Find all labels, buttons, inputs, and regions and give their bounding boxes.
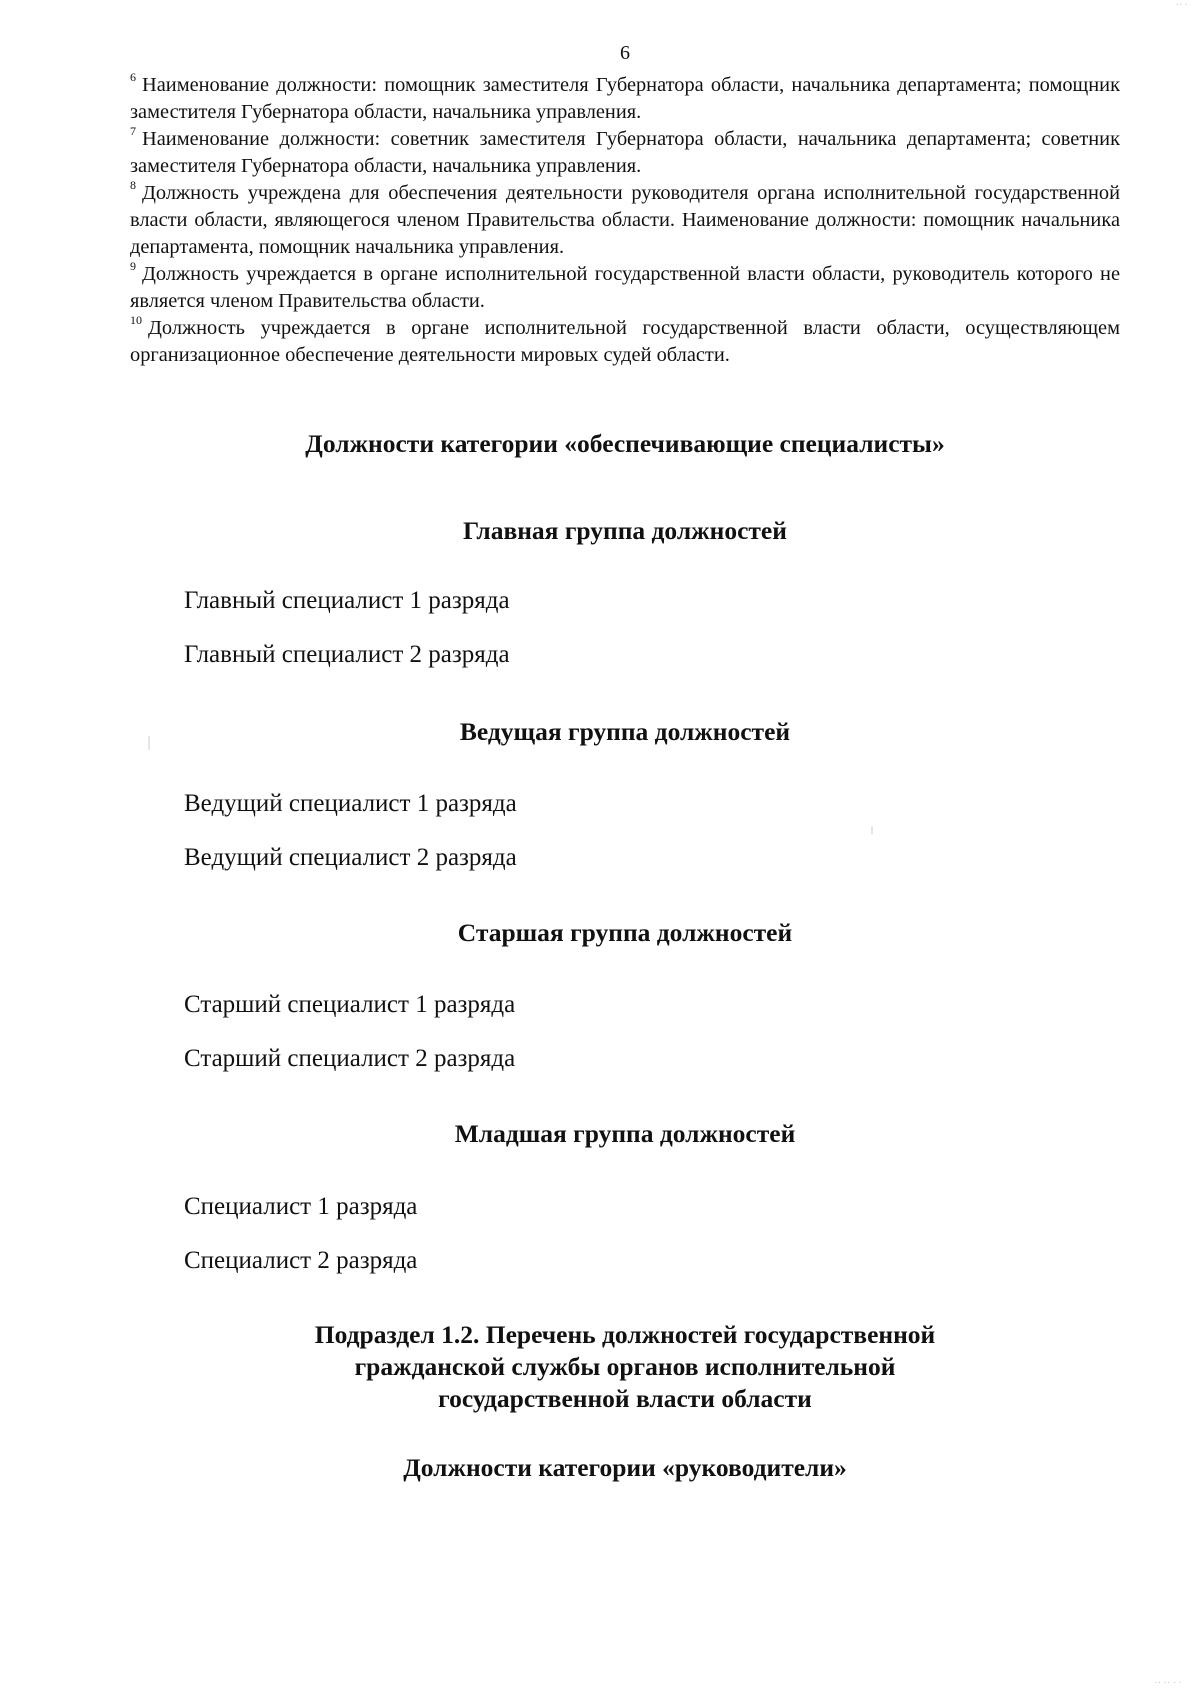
footnote-number: 7: [130, 124, 136, 138]
footnote-number: 6: [130, 70, 136, 84]
scan-artifact: ·· ·: [1175, 0, 1188, 11]
footnote-text: Должность учреждается в органе исполнительной государственной власти области, осуществляющем организационное обеспечение деятельности мировых судей области.: [130, 317, 1120, 366]
footnote-text: Должность учреждается в органе исполнительной государственной власти области, руководитель которого не является членом Правительства области.: [130, 263, 1120, 312]
subsection-heading-line: Подраздел 1.2. Перечень должностей государственной: [314, 1320, 936, 1349]
category-heading: Должности категории «руководители»: [403, 1453, 847, 1482]
position-item: Специалист 1 разряда: [184, 1193, 418, 1220]
position-item: Старший специалист 1 разряда: [184, 991, 516, 1018]
footnote-text: Наименование должности: помощник заместителя Губернатора области, начальника департамента; помощник заместителя Губернатора области, начальника управления.: [130, 74, 1120, 123]
category-heading: Должности категории «обеспечивающие специалисты»: [305, 429, 945, 458]
footnote: [130, 315, 1120, 369]
footnote-text: Наименование должности: советник заместителя Губернатора области, начальника департамента; советник заместителя Губернатора области, начальника управления.: [130, 128, 1120, 177]
footnote: [130, 180, 1120, 261]
position-item: Специалист 2 разряда: [184, 1247, 418, 1274]
subsection-heading-line: гражданской службы органов исполнительной: [354, 1352, 896, 1381]
scan-artifact: ·· ·· · ·: [1154, 1678, 1182, 1689]
position-item: Главный специалист 2 разряда: [184, 641, 510, 668]
group-heading: Главная группа должностей: [463, 516, 787, 545]
footnote: [130, 126, 1120, 180]
footnote-text: Должность учреждена для обеспечения деятельности руководителя органа исполнительной государственной власти области, являющегося членом Правительства области. Наименование должности: помощник начальника департамента, помощник начальника управления.: [130, 182, 1120, 258]
position-item: Старший специалист 2 разряда: [184, 1045, 516, 1072]
footnote-number: 10: [130, 313, 142, 327]
footnotes-block: [130, 72, 1120, 369]
position-item: Ведущий специалист 1 разряда: [184, 790, 517, 817]
page-number: 6: [620, 42, 630, 64]
scan-artifact: [148, 736, 150, 750]
footnote-number: 9: [130, 259, 136, 273]
footnote-number: 8: [130, 178, 136, 192]
group-heading: Младшая группа должностей: [454, 1119, 796, 1148]
position-item: Главный специалист 1 разряда: [184, 587, 510, 614]
scan-artifact: [871, 826, 873, 834]
position-item: Ведущий специалист 2 разряда: [184, 844, 517, 871]
subsection-heading-line: государственной власти области: [438, 1384, 812, 1413]
footnote: [130, 261, 1120, 315]
group-heading: Старшая группа должностей: [457, 918, 793, 947]
group-heading: Ведущая группа должностей: [459, 717, 791, 746]
footnote: [130, 72, 1120, 126]
